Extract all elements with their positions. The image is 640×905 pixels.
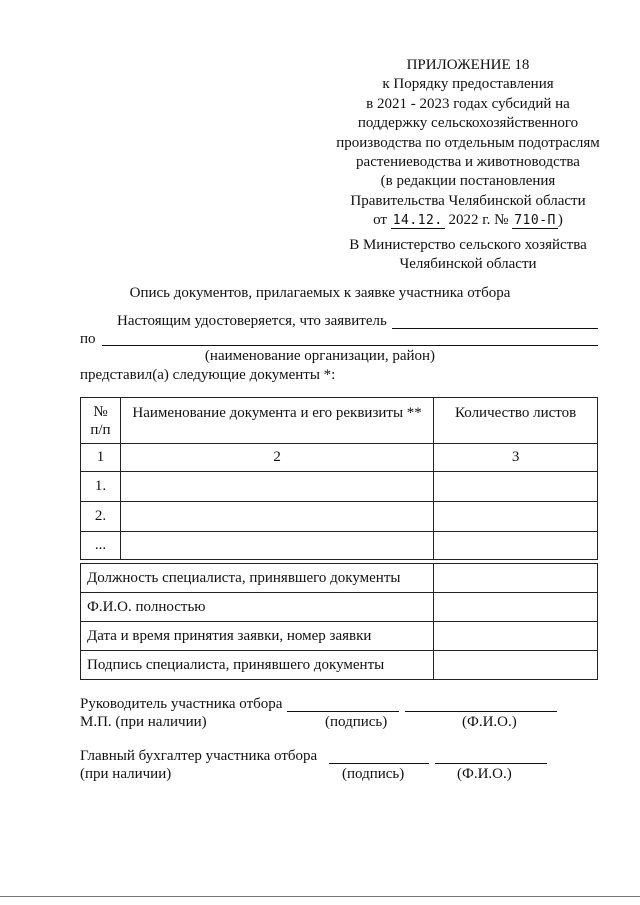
- organization-blank-line: [102, 345, 598, 346]
- appendix-line: Правительства Челябинской области: [350, 192, 586, 209]
- table-row: [81, 622, 598, 651]
- accountant-fio-line: [435, 763, 547, 764]
- appendix-line: в 2021 - 2023 годах субсидий на: [366, 95, 570, 112]
- acceptance-datetime-cell[interactable]: [434, 622, 598, 651]
- po-label: по: [80, 331, 96, 347]
- column-number-cell: 2: [120, 444, 433, 472]
- appendix-line: производства по отдельным подотраслям: [336, 134, 600, 151]
- full-name-cell[interactable]: [434, 593, 598, 622]
- appendix-line: поддержку сельскохозяйственного: [357, 115, 579, 132]
- organization-hint: (наименование организации, район): [204, 348, 436, 364]
- document-name-cell[interactable]: [120, 472, 433, 502]
- table-row: [81, 532, 598, 560]
- head-signature-line: [287, 711, 399, 712]
- stamp-label: М.П. (при наличии): [80, 714, 207, 730]
- row-number-cell: ...: [81, 532, 121, 560]
- table-row: [81, 502, 598, 532]
- table-row: [81, 651, 598, 680]
- recipient-line: В Министерство сельского хозяйства: [349, 237, 587, 253]
- appendix-line: (в редакции постановления: [380, 173, 556, 190]
- resolution-date-line: от 14.12. 2022 г. № 710-П ): [373, 212, 563, 229]
- table-row: [81, 564, 598, 593]
- signature-hint: (подпись): [325, 714, 388, 730]
- presented-text: представил(а) следующие документы *:: [80, 367, 336, 383]
- recipient-line: Челябинской области: [399, 256, 537, 272]
- fio-hint: (Ф.И.О.): [457, 766, 512, 782]
- row-number-cell: 1.: [81, 472, 121, 502]
- document-name-cell[interactable]: [120, 532, 433, 560]
- appendix-line: растениеводства и животноводства: [356, 154, 580, 171]
- if-any-label: (при наличии): [80, 766, 172, 782]
- fio-hint: (Ф.И.О.): [462, 714, 517, 730]
- document-name-cell[interactable]: [120, 502, 433, 532]
- year-label: 2022 г. №: [448, 212, 509, 229]
- acceptance-datetime-label: Дата и время принятия заявки, номер заявки: [81, 622, 434, 651]
- acceptance-table: [80, 563, 598, 680]
- accountant-label: Главный бухгалтер участника отбора: [80, 748, 318, 764]
- table-row: [81, 444, 598, 472]
- header-name: Наименование документа и его реквизиты **: [120, 398, 433, 444]
- applicant-blank-line: [392, 328, 598, 329]
- sheet-count-cell[interactable]: [434, 472, 598, 502]
- appendix-line: к Порядку предоставления: [382, 76, 554, 93]
- header-num: № п/п: [81, 398, 121, 444]
- specialist-signature-label: Подпись специалиста, принявшего документы: [81, 651, 434, 680]
- column-number-cell: 1: [81, 444, 121, 472]
- full-name-label: Ф.И.О. полностью: [81, 593, 434, 622]
- row-number-cell: 2.: [81, 502, 121, 532]
- appendix-title: ПРИЛОЖЕНИЕ 18: [406, 57, 530, 73]
- scan-edge-line: [0, 896, 640, 897]
- specialist-position-cell[interactable]: [434, 564, 598, 593]
- handwritten-date: 14.12.: [392, 213, 443, 229]
- recipient-block: [318, 236, 618, 274]
- accountant-signature-line: [329, 763, 429, 764]
- table-header-row: [81, 398, 598, 444]
- specialist-signature-cell[interactable]: [434, 651, 598, 680]
- column-number-cell: 3: [434, 444, 598, 472]
- head-fio-line: [405, 711, 557, 712]
- certification-text: Настоящим удостоверяется, что заявитель: [117, 313, 387, 329]
- document-title: Опись документов, прилагаемых к заявке участника отбора: [129, 285, 511, 301]
- table-row: [81, 593, 598, 622]
- signature-hint: (подпись): [342, 766, 405, 782]
- table-row: [81, 472, 598, 502]
- header-count: Количество листов: [434, 398, 598, 444]
- from-label: от: [373, 212, 387, 229]
- documents-table: [80, 397, 598, 560]
- head-label: Руководитель участника отбора: [80, 696, 283, 712]
- sheet-count-cell[interactable]: [434, 502, 598, 532]
- appendix-header: [318, 56, 618, 231]
- specialist-position-label: Должность специалиста, принявшего документы: [81, 564, 434, 593]
- sheet-count-cell[interactable]: [434, 532, 598, 560]
- handwritten-number: 710-П: [514, 213, 556, 229]
